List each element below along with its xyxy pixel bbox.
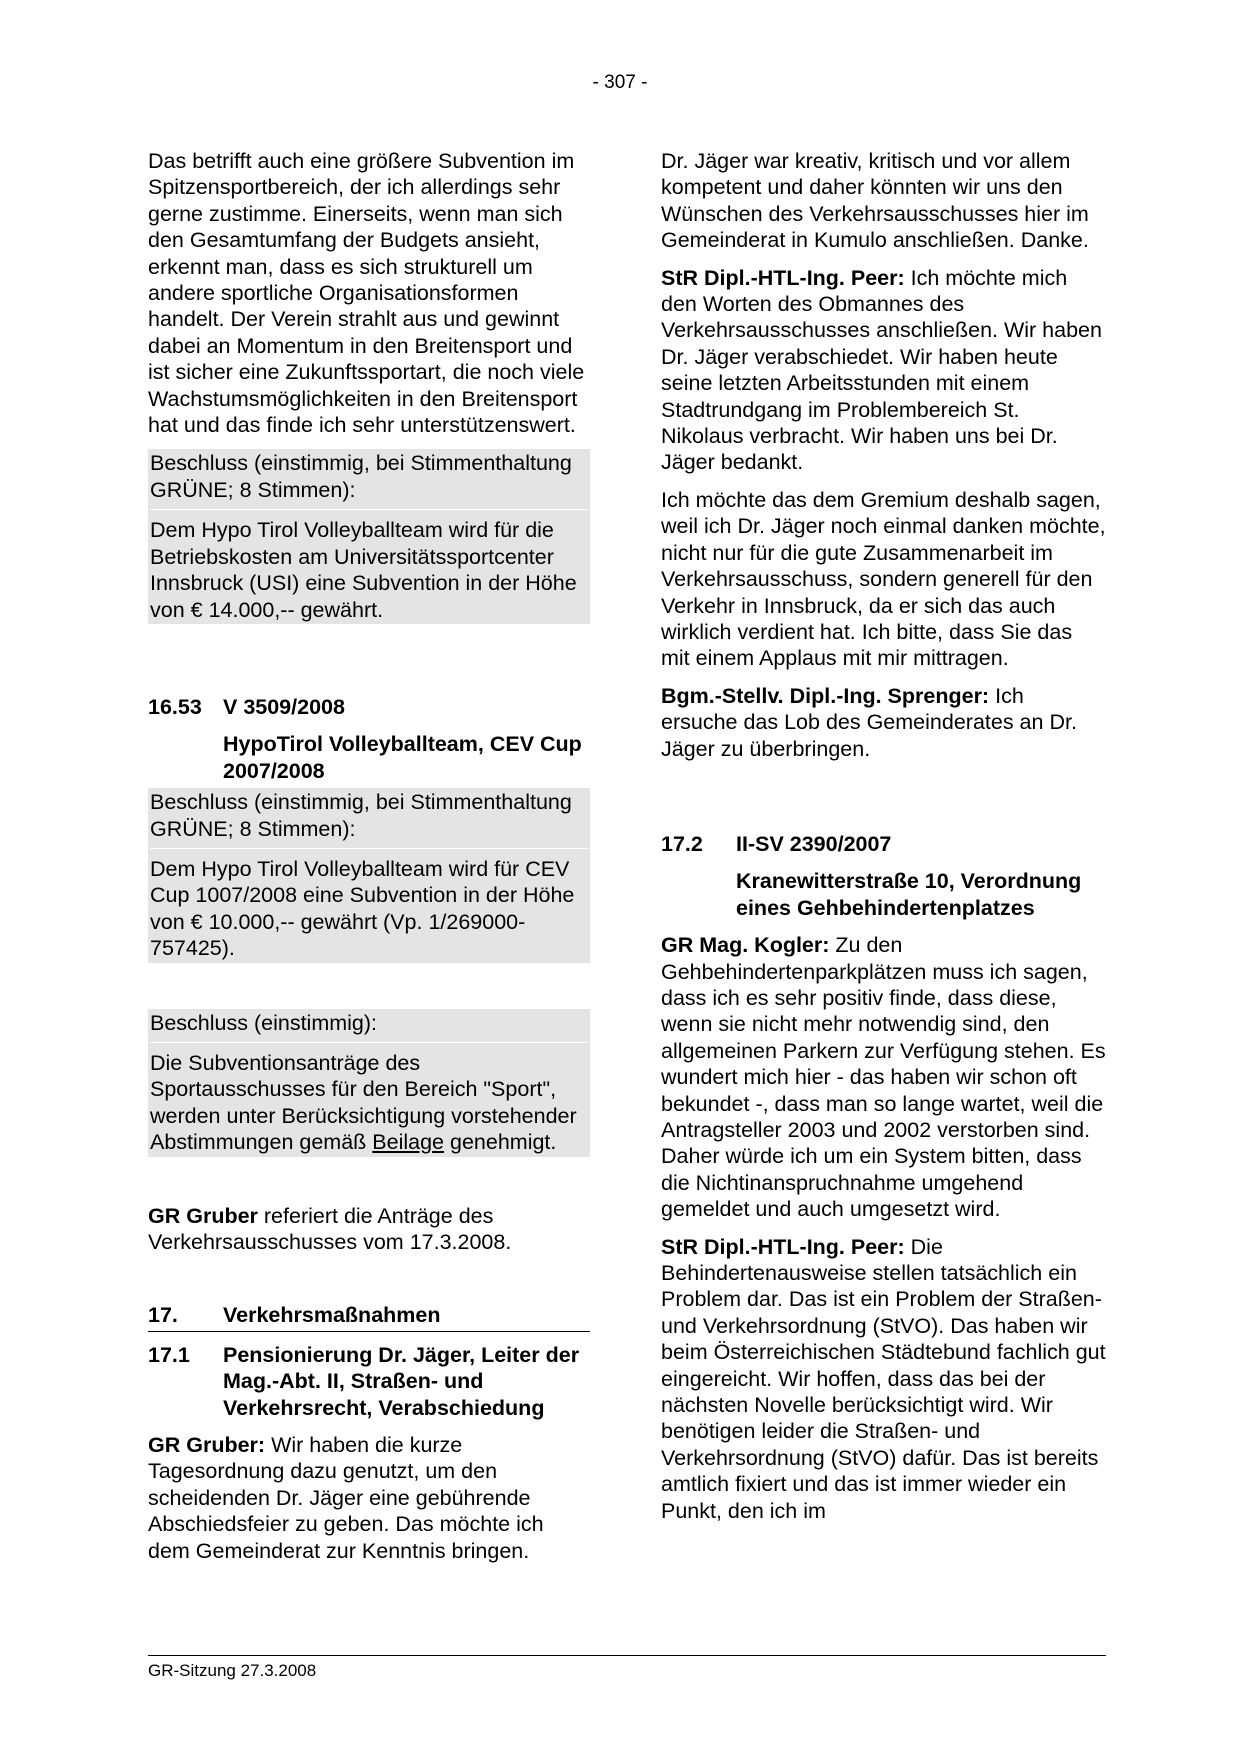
speaker-name: Bgm.-Stellv. Dipl.-Ing. Sprenger: bbox=[661, 683, 990, 708]
item-number: 17.2 bbox=[661, 831, 703, 856]
speech-text: Ich möchte mich den Worten des Obmannes des Verkehrsausschusses anschließen. Wir haben Dr. Jäger verabschiedet. Wir haben heute seine letzten Arbeitsstunden mit einem Stadtrundgang im Problembereich St. Nikolaus verbracht. Wir haben uns bei Dr. Jäger bedankt. bbox=[661, 265, 1102, 475]
item-title: HypoTirol Volleyballteam, CEV Cup 2007/2008 bbox=[223, 732, 582, 783]
item-title: Pensionierung Dr. Jäger, Leiter der Mag.-Abt. II, Straßen- und Verkehrsrecht, Verabschiedung bbox=[223, 1342, 580, 1420]
item-reference: II-SV 2390/2007 bbox=[736, 831, 892, 856]
speech-paragraph: Ich möchte das dem Gremium deshalb sagen, weil ich Dr. Jäger noch einmal danken möchte, nicht nur für die gute Zusammenarbeit im Verkehrsausschuss, sondern generell für den Verkehr in Innsbruck, da er sich das auch wirklich verdient hat. Ich bitte, dass Sie das mit einem Applaus mit mir mittragen. bbox=[661, 487, 1106, 671]
footer-session-date: GR-Sitzung 27.3.2008 bbox=[148, 1661, 317, 1680]
report-paragraph bbox=[148, 1203, 590, 1256]
speaker-name: GR Gruber bbox=[148, 1203, 258, 1228]
item-number: 17.1 bbox=[148, 1342, 190, 1367]
speaker-name: GR Gruber: bbox=[148, 1433, 266, 1458]
resolution-heading: Beschluss (einstimmig, bei Stimmenthaltung GRÜNE; 8 Stimmen): bbox=[150, 449, 588, 510]
speech-text: Wir haben die kurze Tagesordnung dazu genutzt, um den scheidenden Dr. Jäger eine gebührende Abschiedsfeier zu geben. Das möchte ich dem Gemeinderat zur Kenntnis bringen. bbox=[148, 1433, 544, 1563]
speech-paragraph: Das betrifft auch eine größere Subvention im Spitzensportbereich, der ich allerdings sehr gerne zustimme. Einerseits, wenn man sich den Gesamtumfang der Budgets ansieht, erkennt man, dass es sich strukturell um andere sportliche Organisationsformen handelt. Der Verein strahlt aus und gewinnt dabei an Momentum in den Breitensport und ist sicher eine Zukunftssportart, die noch viele Wachstumsmöglichkeiten in den Breitensport hat und das finde ich sehr unterstützenswert. bbox=[148, 149, 585, 438]
left-column bbox=[148, 148, 590, 1575]
speaker-name: StR Dipl.-HTL-Ing. Peer: bbox=[661, 265, 905, 290]
page-number: - 307 - bbox=[592, 72, 648, 93]
resolution-box bbox=[148, 449, 590, 623]
agenda-item-17-2 bbox=[661, 831, 1106, 857]
right-column bbox=[661, 148, 1106, 1535]
speech-paragraph bbox=[661, 1234, 1106, 1524]
section-number: 17. bbox=[148, 1303, 178, 1328]
resolution-text bbox=[150, 1049, 588, 1157]
resolution-heading: Beschluss (einstimmig, bei Stimmenthaltung GRÜNE; 8 Stimmen): bbox=[150, 788, 588, 849]
speech-paragraph: Dr. Jäger war kreativ, kritisch und vor allem kompetent und daher könnten wir uns den Wünschen des Verkehrsausschusses hier im Gemeinderat in Kumulo anschließen. Danke. bbox=[661, 149, 1089, 253]
speech-paragraph bbox=[661, 683, 1106, 762]
resolution-text: Dem Hypo Tirol Volleyballteam wird für die Betriebskosten am Universitätssportcenter Innsbruck (USI) eine Subvention in der Höhe von € 14.000,-- gewährt. bbox=[150, 518, 577, 622]
speech-paragraph bbox=[661, 265, 1106, 476]
agenda-item-17-1 bbox=[148, 1342, 590, 1421]
speech-text: Zu den Gehbehindertenparkplätzen muss ich sagen, dass ich es sehr positiv finde, dass diese, wenn sie nicht mehr notwendig sind, den allgemeinen Parkern zur Verfügung stehen. Es wundert mich hier - das haben wir schon oft bekundet -, dass man so lange wartet, weil die Antragsteller 2003 und 2002 verstorben sind. Daher würde ich um ein System bitten, dass die Nichtinanspruchnahme umgehend gemeldet und auch umgesetzt wird. bbox=[661, 933, 1106, 1222]
resolution-text-start: Die Subventionsanträge des Sportausschusses für den Bereich "Sport", werden unter Berücksichtigung vorstehender Abstimmungen gemäß bbox=[150, 1050, 577, 1155]
beilage-link[interactable]: Beilage bbox=[372, 1130, 445, 1155]
resolution-box bbox=[148, 788, 590, 962]
speech-paragraph bbox=[148, 1432, 590, 1564]
item-number: 16.53 bbox=[148, 694, 202, 719]
speech-paragraph bbox=[661, 932, 1106, 1222]
resolution-heading: Beschluss (einstimmig): bbox=[150, 1009, 588, 1043]
speaker-name: GR Mag. Kogler: bbox=[661, 933, 830, 958]
report-text: referiert die Anträge des Verkehrsausschusses vom 17.3.2008. bbox=[148, 1203, 512, 1254]
item-title: Kranewitterstraße 10, Verordnung eines Gehbehindertenplatzes bbox=[736, 869, 1082, 920]
speaker-name: StR Dipl.-HTL-Ing. Peer: bbox=[661, 1234, 905, 1259]
section-heading bbox=[148, 1302, 590, 1331]
resolution-text-end: genehmigt. bbox=[450, 1130, 557, 1155]
speech-text: Ich ersuche das Lob des Gemeinderates an Dr. Jäger zu überbringen. bbox=[661, 683, 1077, 761]
footer-divider bbox=[148, 1655, 1106, 1656]
resolution-text: Dem Hypo Tirol Volleyballteam wird für CEV Cup 1007/2008 eine Subvention in der Höhe von € 10.000,-- gewährt (Vp. 1/269000-757425). bbox=[150, 856, 575, 961]
section-title: Verkehrsmaßnahmen bbox=[223, 1303, 441, 1328]
speech-text: Die Behindertenausweise stellen tatsächlich ein Problem dar. Das ist ein Problem der Straßen- und Verkehrsordnung (StVO). Das haben wir beim Österreichischen Städtebund fachlich gut eingereicht. Wir hoffen, dass das bei der nächsten Novelle berücksichtigt wird. Wir benötigen leider die Straßen- und Verkehrsordnung (StVO) dafür. Das ist bereits amtlich fixiert und das ist immer wieder ein Punkt, den ich im bbox=[661, 1234, 1106, 1523]
item-reference: V 3509/2008 bbox=[223, 694, 345, 719]
resolution-box bbox=[148, 1009, 590, 1157]
agenda-item-16-53 bbox=[148, 694, 590, 720]
